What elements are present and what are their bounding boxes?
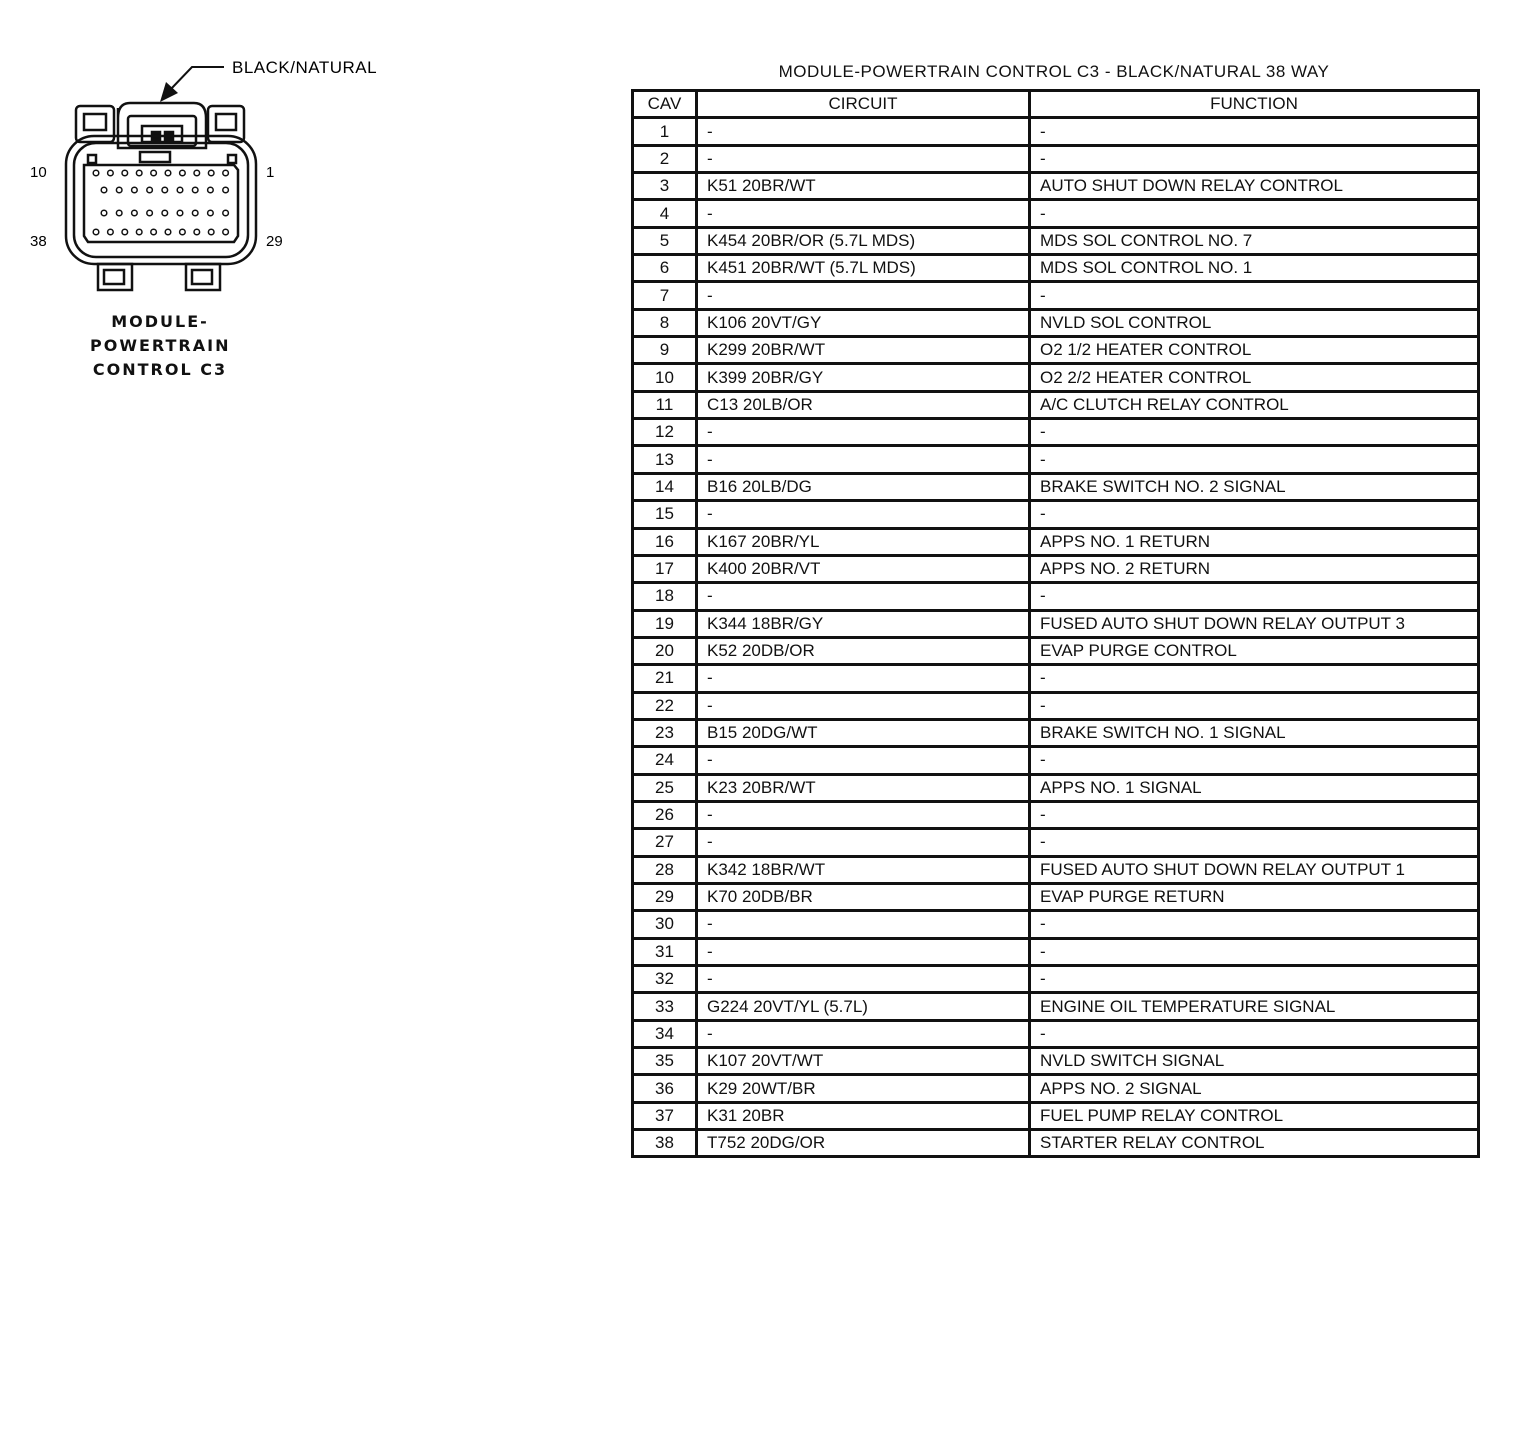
callout-arrow bbox=[170, 67, 224, 90]
circuit-cell: K454 20BR/OR (5.7L MDS) bbox=[697, 227, 1030, 254]
function-cell: MDS SOL CONTROL NO. 1 bbox=[1030, 255, 1479, 282]
function-cell: - bbox=[1030, 583, 1479, 610]
cavity-dot bbox=[136, 170, 142, 176]
cav-cell: 17 bbox=[633, 555, 697, 582]
circuit-cell: C13 20LB/OR bbox=[697, 391, 1030, 418]
function-cell: MDS SOL CONTROL NO. 7 bbox=[1030, 227, 1479, 254]
function-cell: APPS NO. 2 RETURN bbox=[1030, 555, 1479, 582]
cav-cell: 27 bbox=[633, 829, 697, 856]
cav-cell: 31 bbox=[633, 938, 697, 965]
circuit-cell: K23 20BR/WT bbox=[697, 774, 1030, 801]
table-row bbox=[633, 1075, 1479, 1102]
table-row bbox=[633, 637, 1479, 664]
table-row bbox=[633, 774, 1479, 801]
cavity-dot bbox=[223, 210, 229, 216]
circuit-cell: K52 20DB/OR bbox=[697, 637, 1030, 664]
table-row bbox=[633, 473, 1479, 500]
cav-cell: 8 bbox=[633, 309, 697, 336]
cav-cell: 1 bbox=[633, 118, 697, 145]
cavity-dot bbox=[132, 210, 138, 216]
circuit-cell: - bbox=[697, 938, 1030, 965]
cav-cell: 10 bbox=[633, 364, 697, 391]
cavity-dot bbox=[116, 210, 122, 216]
cavity-dot bbox=[147, 187, 153, 193]
circuit-cell: K31 20BR bbox=[697, 1102, 1030, 1129]
cav-cell: 15 bbox=[633, 501, 697, 528]
cavity-dot bbox=[151, 170, 157, 176]
cav-cell: 22 bbox=[633, 692, 697, 719]
function-cell: - bbox=[1030, 665, 1479, 692]
cav-cell: 38 bbox=[633, 1130, 697, 1157]
circuit-cell: - bbox=[697, 665, 1030, 692]
cav-cell: 32 bbox=[633, 966, 697, 993]
cavity-dot bbox=[223, 187, 229, 193]
cavity-dot bbox=[122, 229, 128, 235]
cav-cell: 7 bbox=[633, 282, 697, 309]
circuit-cell: - bbox=[697, 118, 1030, 145]
circuit-cell: - bbox=[697, 501, 1030, 528]
function-cell: - bbox=[1030, 118, 1479, 145]
table-row bbox=[633, 282, 1479, 309]
circuit-cell: K107 20VT/WT bbox=[697, 1048, 1030, 1075]
connector-name bbox=[90, 310, 230, 382]
function-cell: - bbox=[1030, 200, 1479, 227]
cav-cell: 5 bbox=[633, 227, 697, 254]
cavity-dot bbox=[177, 187, 183, 193]
circuit-cell: B16 20LB/DG bbox=[697, 473, 1030, 500]
table-row bbox=[633, 801, 1479, 828]
table-row bbox=[633, 1102, 1479, 1129]
function-cell: - bbox=[1030, 747, 1479, 774]
cav-cell: 29 bbox=[633, 883, 697, 910]
cavity-dot bbox=[136, 229, 142, 235]
cavity-dot bbox=[177, 210, 183, 216]
cavity-dot bbox=[208, 210, 214, 216]
circuit-cell: - bbox=[697, 145, 1030, 172]
header-function: FUNCTION bbox=[1030, 91, 1479, 118]
circuit-cell: T752 20DG/OR bbox=[697, 1130, 1030, 1157]
circuit-cell: - bbox=[697, 829, 1030, 856]
function-cell: - bbox=[1030, 801, 1479, 828]
function-cell: - bbox=[1030, 282, 1479, 309]
cavity-dot bbox=[93, 229, 99, 235]
table-row bbox=[633, 829, 1479, 856]
table-row bbox=[633, 665, 1479, 692]
table-row bbox=[633, 118, 1479, 145]
cav-cell: 35 bbox=[633, 1048, 697, 1075]
circuit-cell: - bbox=[697, 419, 1030, 446]
table-row bbox=[633, 227, 1479, 254]
table-row bbox=[633, 528, 1479, 555]
table-row bbox=[633, 1020, 1479, 1047]
cavity-dot bbox=[101, 210, 107, 216]
function-cell: FUEL PUMP RELAY CONTROL bbox=[1030, 1102, 1479, 1129]
circuit-cell: K451 20BR/WT (5.7L MDS) bbox=[697, 255, 1030, 282]
circuit-cell: K342 18BR/WT bbox=[697, 856, 1030, 883]
function-cell: STARTER RELAY CONTROL bbox=[1030, 1130, 1479, 1157]
table-row bbox=[633, 419, 1479, 446]
connector-name-line-2: POWERTRAIN bbox=[90, 336, 231, 355]
cav-cell: 19 bbox=[633, 610, 697, 637]
cavity-dot bbox=[180, 229, 186, 235]
cav-cell: 3 bbox=[633, 173, 697, 200]
cavity-dot bbox=[162, 187, 168, 193]
table-row bbox=[633, 309, 1479, 336]
table-row bbox=[633, 583, 1479, 610]
cav-cell: 25 bbox=[633, 774, 697, 801]
circuit-cell: K399 20BR/GY bbox=[697, 364, 1030, 391]
table-row bbox=[633, 364, 1479, 391]
function-cell: EVAP PURGE RETURN bbox=[1030, 883, 1479, 910]
function-cell: BRAKE SWITCH NO. 2 SIGNAL bbox=[1030, 473, 1479, 500]
connector-color-label: BLACK/NATURAL bbox=[232, 58, 378, 77]
table-row bbox=[633, 692, 1479, 719]
circuit-cell: K299 20BR/WT bbox=[697, 337, 1030, 364]
cavity-dot bbox=[208, 229, 214, 235]
function-cell: FUSED AUTO SHUT DOWN RELAY OUTPUT 1 bbox=[1030, 856, 1479, 883]
function-cell: NVLD SOL CONTROL bbox=[1030, 309, 1479, 336]
connector-name-line-3: CONTROL C3 bbox=[92, 360, 228, 379]
header-cav: CAV bbox=[633, 91, 697, 118]
connector-housing bbox=[66, 103, 256, 290]
cavity-dot bbox=[192, 187, 198, 193]
cavity-dot bbox=[108, 229, 114, 235]
circuit-cell: - bbox=[697, 200, 1030, 227]
function-cell: NVLD SWITCH SIGNAL bbox=[1030, 1048, 1479, 1075]
table-row bbox=[633, 747, 1479, 774]
cav-cell: 21 bbox=[633, 665, 697, 692]
table-row bbox=[633, 993, 1479, 1020]
circuit-cell: K29 20WT/BR bbox=[697, 1075, 1030, 1102]
table-row bbox=[633, 255, 1479, 282]
cavity-dot bbox=[194, 170, 200, 176]
cav-cell: 9 bbox=[633, 337, 697, 364]
table-header-row bbox=[633, 91, 1479, 118]
cavity-dot bbox=[192, 210, 198, 216]
cav-cell: 23 bbox=[633, 719, 697, 746]
cavity-dot bbox=[223, 170, 229, 176]
table-row bbox=[633, 719, 1479, 746]
cav-cell: 14 bbox=[633, 473, 697, 500]
cavity-dot bbox=[122, 170, 128, 176]
circuit-cell: - bbox=[697, 911, 1030, 938]
header-circuit: CIRCUIT bbox=[697, 91, 1030, 118]
table-row bbox=[633, 1130, 1479, 1157]
pin-label-29: 29 bbox=[266, 233, 283, 250]
cav-cell: 34 bbox=[633, 1020, 697, 1047]
circuit-cell: K106 20VT/GY bbox=[697, 309, 1030, 336]
cav-cell: 28 bbox=[633, 856, 697, 883]
cav-cell: 18 bbox=[633, 583, 697, 610]
table-row bbox=[633, 501, 1479, 528]
connector-cavities bbox=[93, 170, 228, 235]
cavity-dot bbox=[147, 210, 153, 216]
cav-cell: 30 bbox=[633, 911, 697, 938]
circuit-cell: K344 18BR/GY bbox=[697, 610, 1030, 637]
circuit-cell: - bbox=[697, 1020, 1030, 1047]
pin-label-10: 10 bbox=[30, 164, 47, 181]
cavity-dot bbox=[208, 170, 214, 176]
cav-cell: 26 bbox=[633, 801, 697, 828]
table-row bbox=[633, 938, 1479, 965]
function-cell: APPS NO. 1 RETURN bbox=[1030, 528, 1479, 555]
pin-label-1: 1 bbox=[266, 164, 275, 181]
cavity-dot bbox=[116, 187, 122, 193]
circuit-cell: - bbox=[697, 747, 1030, 774]
circuit-cell: - bbox=[697, 282, 1030, 309]
cavity-dot bbox=[108, 170, 114, 176]
function-cell: - bbox=[1030, 446, 1479, 473]
function-cell: APPS NO. 2 SIGNAL bbox=[1030, 1075, 1479, 1102]
function-cell: - bbox=[1030, 829, 1479, 856]
cav-cell: 20 bbox=[633, 637, 697, 664]
circuit-cell: K51 20BR/WT bbox=[697, 173, 1030, 200]
cav-cell: 12 bbox=[633, 419, 697, 446]
function-cell: APPS NO. 1 SIGNAL bbox=[1030, 774, 1479, 801]
cav-cell: 4 bbox=[633, 200, 697, 227]
circuit-cell: G224 20VT/YL (5.7L) bbox=[697, 993, 1030, 1020]
table-row bbox=[633, 145, 1479, 172]
cav-cell: 6 bbox=[633, 255, 697, 282]
cavity-dot bbox=[165, 170, 171, 176]
function-cell: AUTO SHUT DOWN RELAY CONTROL bbox=[1030, 173, 1479, 200]
table-row bbox=[633, 173, 1479, 200]
function-cell: EVAP PURGE CONTROL bbox=[1030, 637, 1479, 664]
cav-cell: 36 bbox=[633, 1075, 697, 1102]
cav-cell: 37 bbox=[633, 1102, 697, 1129]
cav-cell: 33 bbox=[633, 993, 697, 1020]
circuit-cell: - bbox=[697, 446, 1030, 473]
function-cell: O2 2/2 HEATER CONTROL bbox=[1030, 364, 1479, 391]
table-row bbox=[633, 391, 1479, 418]
table-row bbox=[633, 1048, 1479, 1075]
function-cell: FUSED AUTO SHUT DOWN RELAY OUTPUT 3 bbox=[1030, 610, 1479, 637]
pinout-table bbox=[631, 89, 1480, 1158]
function-cell: - bbox=[1030, 419, 1479, 446]
function-cell: - bbox=[1030, 911, 1479, 938]
table-row bbox=[633, 446, 1479, 473]
cavity-dot bbox=[208, 187, 214, 193]
table-body bbox=[633, 118, 1479, 1157]
cavity-dot bbox=[151, 229, 157, 235]
circuit-cell: - bbox=[697, 583, 1030, 610]
function-cell: BRAKE SWITCH NO. 1 SIGNAL bbox=[1030, 719, 1479, 746]
function-cell: A/C CLUTCH RELAY CONTROL bbox=[1030, 391, 1479, 418]
function-cell: - bbox=[1030, 145, 1479, 172]
cavity-dot bbox=[223, 229, 229, 235]
cav-cell: 11 bbox=[633, 391, 697, 418]
function-cell: - bbox=[1030, 966, 1479, 993]
circuit-cell: K400 20BR/VT bbox=[697, 555, 1030, 582]
table-row bbox=[633, 337, 1479, 364]
cav-cell: 13 bbox=[633, 446, 697, 473]
circuit-cell: - bbox=[697, 801, 1030, 828]
connector-name-line-1: MODULE- bbox=[111, 312, 209, 331]
circuit-cell: B15 20DG/WT bbox=[697, 719, 1030, 746]
table-title: MODULE-POWERTRAIN CONTROL C3 - BLACK/NATURAL 38 WAY bbox=[778, 62, 1330, 81]
circuit-cell: K70 20DB/BR bbox=[697, 883, 1030, 910]
table-row bbox=[633, 555, 1479, 582]
cav-cell: 2 bbox=[633, 145, 697, 172]
table-row bbox=[633, 883, 1479, 910]
cavity-dot bbox=[101, 187, 107, 193]
cavity-dot bbox=[180, 170, 186, 176]
circuit-cell: - bbox=[697, 692, 1030, 719]
cav-cell: 24 bbox=[633, 747, 697, 774]
function-cell: - bbox=[1030, 501, 1479, 528]
cav-cell: 16 bbox=[633, 528, 697, 555]
table-row bbox=[633, 200, 1479, 227]
cavity-dot bbox=[132, 187, 138, 193]
function-cell: - bbox=[1030, 938, 1479, 965]
function-cell: - bbox=[1030, 1020, 1479, 1047]
circuit-cell: - bbox=[697, 966, 1030, 993]
cavity-dot bbox=[194, 229, 200, 235]
function-cell: O2 1/2 HEATER CONTROL bbox=[1030, 337, 1479, 364]
function-cell: ENGINE OIL TEMPERATURE SIGNAL bbox=[1030, 993, 1479, 1020]
table-row bbox=[633, 856, 1479, 883]
cavity-dot bbox=[162, 210, 168, 216]
table-row bbox=[633, 610, 1479, 637]
table-row bbox=[633, 966, 1479, 993]
table-row bbox=[633, 911, 1479, 938]
cavity-dot bbox=[93, 170, 99, 176]
function-cell: - bbox=[1030, 692, 1479, 719]
cavity-dot bbox=[165, 229, 171, 235]
circuit-cell: K167 20BR/YL bbox=[697, 528, 1030, 555]
pin-label-38: 38 bbox=[30, 233, 47, 250]
